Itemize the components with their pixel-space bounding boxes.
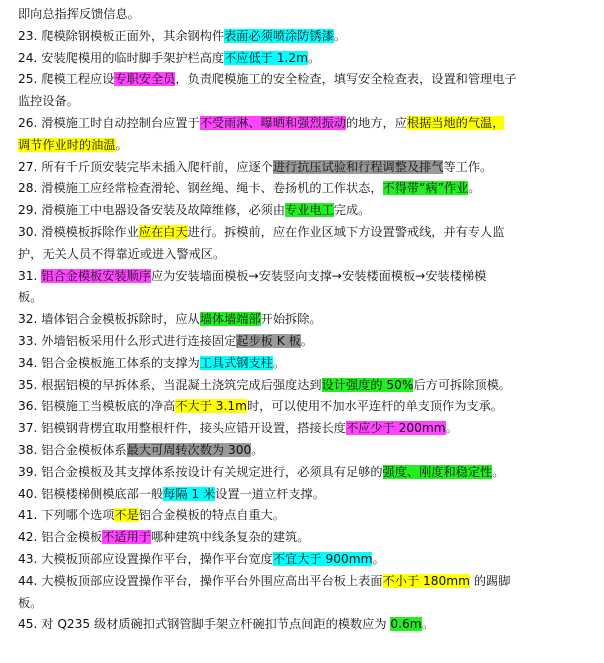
text-segment: 哪种建筑中线条复杂的建筑。 [150, 530, 310, 545]
text-segment: 37. 铝模钢背楞宜取用整根杆件，接头应错开设置，搭接长度 [18, 421, 346, 436]
highlighted-answer: 每隔 1 米 [163, 486, 216, 501]
text-line-l35 [18, 375, 590, 397]
text-line-l31a [18, 266, 590, 288]
text-segment: 板。 [18, 595, 43, 610]
highlighted-answer: 0.6m [390, 617, 422, 632]
text-segment: 铝合金模板的特点自重大。 [138, 508, 286, 523]
text-line-l41 [18, 505, 590, 527]
text-line-l37 [18, 418, 590, 440]
text-line-l34 [18, 353, 590, 375]
text-segment: 23. 爬模除钢模板正面外，其余钢构件 [18, 28, 225, 43]
text-segment: 31. [18, 268, 42, 283]
text-line-l36 [18, 396, 590, 418]
text-segment: ，负责爬模施工的安全检查，填写安全检查表，设置和管理电子 [175, 72, 517, 87]
text-line-l29 [18, 200, 590, 222]
highlighted-answer: 不受雨淋、曝晒和强烈振动 [199, 115, 346, 130]
text-segment: 24. 安装爬模用的临时脚手架护栏高度 [18, 50, 225, 65]
text-segment: 25. 爬模工程应设 [18, 72, 115, 87]
text-segment: 进行。拆模前，应在作业区域下方设置警戒线，并有专人监 [187, 224, 505, 239]
text-line-l39 [18, 462, 590, 484]
text-line-l32 [18, 309, 590, 331]
text-segment: 33. 外墙铝板采用什么形式进行连接固定 [18, 333, 237, 348]
text-segment: 42. 铝合金模板 [18, 530, 103, 545]
text-line-l25a [18, 69, 590, 91]
text-segment: 34. 铝合金模板施工体系的支撑为 [18, 355, 200, 370]
highlighted-answer: 不应少于 200mm [345, 421, 446, 436]
text-segment: 39. 铝合金模板及其支撑体系按设计有关规定进行，必须具有足够的 [18, 464, 383, 479]
highlighted-answer: 进行抗压试验和行程调整及排气 [272, 159, 444, 174]
text-segment: 35. 根据铝模的早拆体系，当混凝土浇筑完成后强度达到 [18, 377, 322, 392]
text-line-l45 [18, 614, 590, 636]
text-segment: 44. 大模板顶部应设置操作平台，操作平台外围应高出平台板上表面 [18, 573, 383, 588]
text-segment: 开始拆除。 [260, 312, 322, 327]
text-segment: 。 [300, 333, 313, 348]
text-segment: 完成。 [333, 203, 371, 218]
text-segment: 36. 铝模施工当模板底的净高 [18, 399, 176, 414]
highlighted-answer: 专职安全员 [114, 72, 176, 87]
highlighted-answer: 最大可周转次数为 300 [126, 442, 252, 457]
text-segment: 的地方，应 [345, 115, 407, 130]
text-segment: 等工作。 [443, 159, 493, 174]
text-segment: 。 [468, 181, 481, 196]
text-segment: 。 [307, 50, 321, 65]
text-segment: 45. 对 Q235 级材质碗扣式钢管脚手架立杆碗扣节点间距的模数应为 [18, 617, 391, 632]
text-segment: 。 [115, 137, 128, 152]
highlighted-answer: 表面必须喷涂防锈漆 [224, 28, 334, 43]
text-segment: 。 [272, 355, 286, 370]
highlighted-answer: 根据当地的气温， [406, 115, 505, 130]
text-line-l43 [18, 549, 590, 571]
text-segment: 29. 滑模施工中电器设备安装及故障维修，必须由 [18, 203, 286, 218]
text-line-l44b [18, 593, 590, 615]
text-line-l23 [18, 26, 590, 48]
text-line-l38 [18, 440, 590, 462]
highlighted-answer: 工具式钢支柱 [199, 355, 273, 370]
highlighted-answer: 不大于 3.1m [175, 399, 248, 414]
text-segment: 38. 铝合金模板体系 [18, 442, 127, 457]
highlighted-answer: 不应低于 1.2m [224, 50, 308, 65]
text-line-l40 [18, 484, 590, 506]
highlighted-answer: 专业电工 [285, 203, 334, 218]
text-line-l44a [18, 571, 590, 593]
text-line-l24 [18, 48, 590, 70]
text-line-l30a [18, 222, 590, 244]
text-segment: 28. 滑模施工应经常检查滑轮、钢丝绳、绳卡、卷扬机的工作状态， [18, 181, 383, 196]
text-line-l42 [18, 527, 590, 549]
highlighted-answer: 墙体墙端部 [199, 312, 261, 327]
text-segment: 30. 滑模模板拆除作业 [18, 224, 139, 239]
highlighted-answer: 铝合金模板安装顺序 [41, 268, 151, 283]
text-segment: 40. 铝模楼梯侧模底部一般 [18, 486, 164, 501]
text-segment: 时，可以使用不加水平连杆的单支顶作为支承。 [247, 399, 503, 414]
highlighted-answer: 不小于 180mm [382, 573, 470, 588]
text-line-l27 [18, 157, 590, 179]
text-line-l30b [18, 244, 590, 266]
text-segment: 后方可拆除顶模。 [413, 377, 511, 392]
highlighted-answer: 调节作业时的油温 [18, 137, 116, 152]
text-line-l0 [18, 4, 590, 26]
text-segment: 43. 大模板顶部应设置操作平台，操作平台宽度 [18, 551, 273, 566]
text-segment: 26. 滑模施工时自动控制台应置于 [18, 115, 200, 130]
text-segment: 。 [421, 617, 434, 632]
highlighted-answer: 不得带“病”作业 [382, 181, 469, 196]
text-segment: 设置一道立杆支撑。 [215, 486, 325, 501]
text-segment: 即向总指挥反馈信息。 [18, 7, 140, 21]
text-segment: 监控设备。 [18, 94, 79, 109]
text-line-l33 [18, 331, 590, 353]
text-segment: 板。 [18, 290, 43, 305]
text-segment: 。 [492, 464, 505, 479]
text-segment: 41. 下列哪个选项 [18, 508, 115, 523]
text-line-l28 [18, 178, 590, 200]
highlighted-answer: 起步板 K 板 [236, 333, 301, 348]
text-segment: 32. 墙体铝合金模板拆除时，应从 [18, 312, 200, 327]
text-line-l25b [18, 91, 590, 113]
highlighted-answer: 应在白天 [138, 224, 188, 239]
text-segment: 27. 所有千斤顶安装完毕未插入爬杆前，应逐个 [18, 159, 273, 174]
text-segment: 。 [372, 551, 385, 566]
text-segment: 应为安装墙面模板→安装竖向支撑→安装楼面模板→安装楼梯模 [150, 268, 487, 283]
highlighted-answer: 设计强度的 50% [321, 377, 414, 392]
text-line-l31b [18, 287, 590, 309]
highlighted-answer: 不是 [114, 508, 139, 523]
text-segment: 。 [333, 28, 346, 43]
text-line-l26a [18, 113, 590, 135]
highlighted-answer: 强度、刚度和稳定性 [382, 464, 493, 479]
highlighted-answer: 不宜大于 900mm [272, 551, 373, 566]
highlighted-answer: 不适用于 [102, 530, 151, 545]
text-segment: 。 [251, 442, 264, 457]
text-segment: 护，无关人员不得靠近或进入警戒区。 [18, 246, 226, 261]
text-line-l26b [18, 135, 590, 157]
text-segment: 的踢脚 [469, 573, 511, 588]
text-segment: 。 [445, 421, 458, 436]
